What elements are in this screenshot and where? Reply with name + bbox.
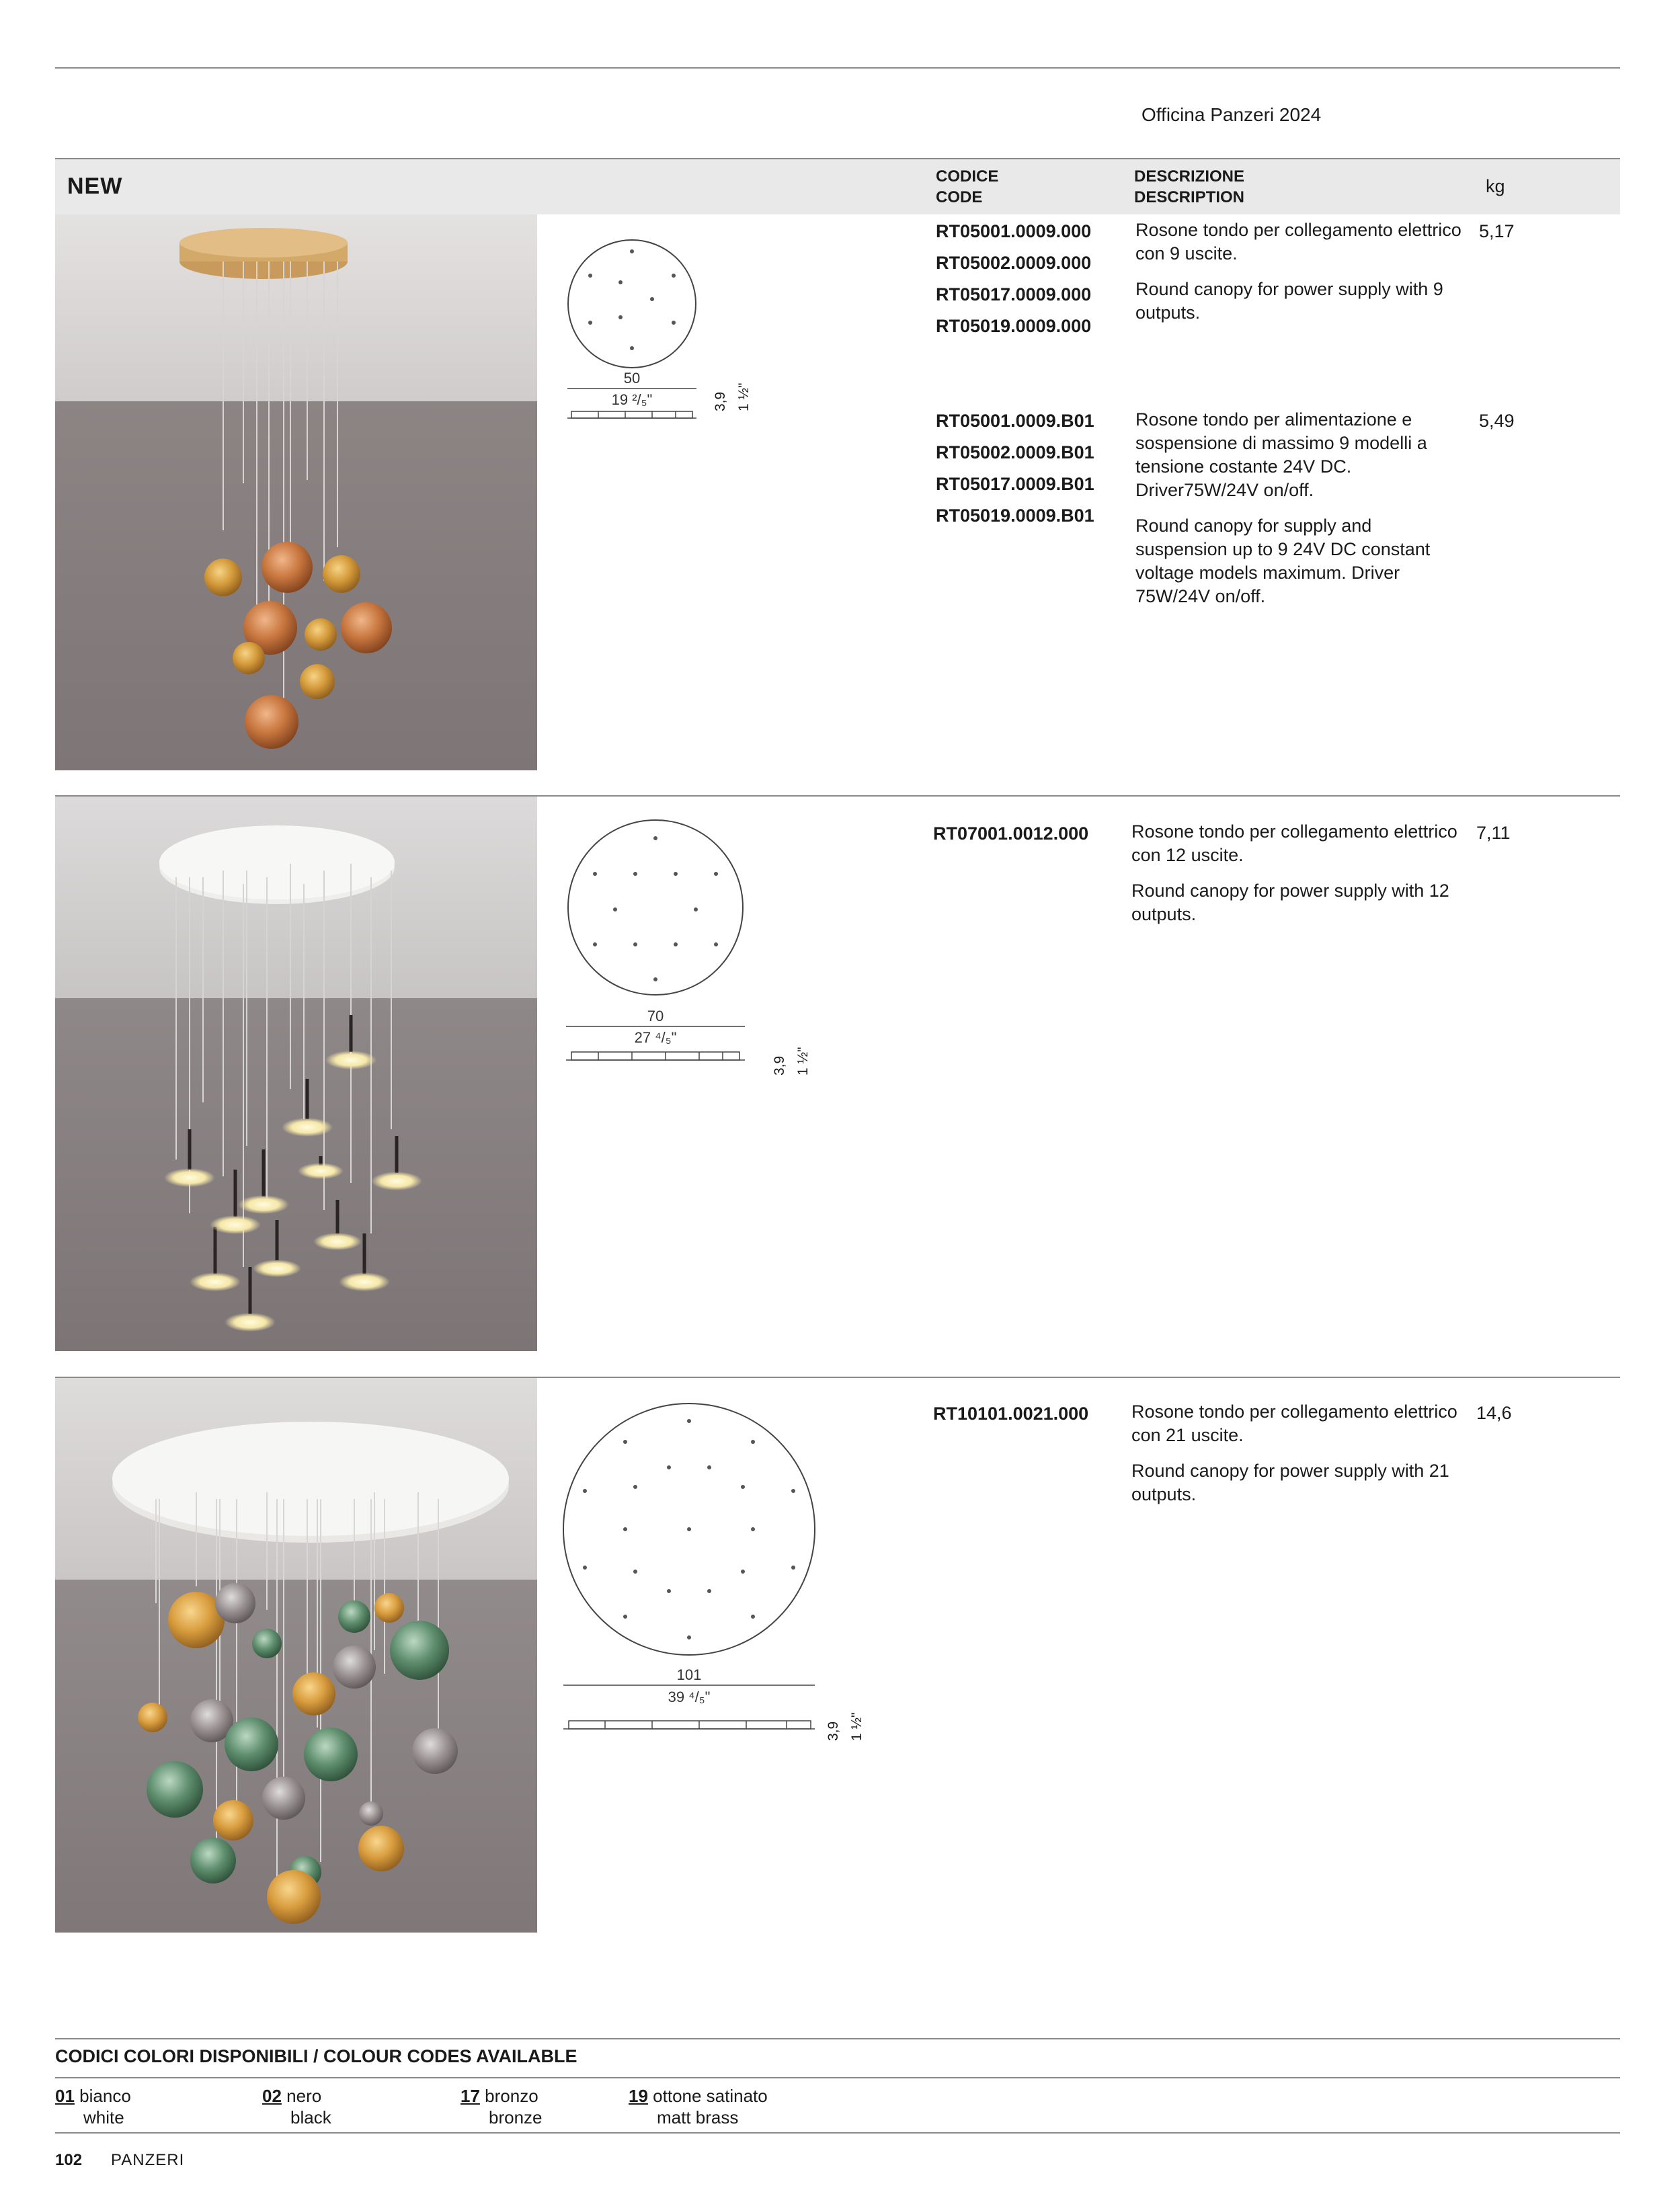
pendant-ring-lights-image <box>55 797 537 1351</box>
product-codes-3 <box>933 1398 1088 1430</box>
brand-name: PANZERI <box>111 2151 185 2169</box>
height-cm-1: 3,9 <box>713 391 728 411</box>
product-code: RT05002.0009.000 <box>936 253 1092 273</box>
diameter-in-3: 39 ⁴/₅" <box>668 1689 711 1705</box>
desc-header-it: DESCRIZIONE <box>1134 167 1245 186</box>
product-code: RT05019.0009.000 <box>936 316 1092 336</box>
colour-code-01 <box>55 2085 131 2128</box>
product-code: RT05017.0009.000 <box>936 284 1092 305</box>
catalog-title: Officina Panzeri 2024 <box>1142 104 1322 125</box>
product-description-1b <box>1135 408 1451 620</box>
code-header-it: CODICE <box>936 167 999 186</box>
product-code: RT05019.0009.B01 <box>936 505 1094 526</box>
diameter-cm-1: 50 <box>623 370 641 387</box>
description-en: Round canopy for supply and suspension up to 9 24V DC constant voltage models maximum. Driver 75W/24V on/off. <box>1135 516 1431 606</box>
product-codes-2 <box>933 818 1088 850</box>
canopy-profile-3 <box>558 1714 827 1734</box>
product-code: RT05002.0009.B01 <box>936 442 1094 462</box>
description-it: Rosone tondo per alimentazione e sospensione di massimo 9 modelli a tensione costante 24V DC. Driver75W/24V on/off. <box>1135 409 1427 500</box>
height-in-2: 1 ½" <box>795 1047 811 1076</box>
colour-code-number: 01 <box>55 2086 75 2106</box>
diameter-in-1: 19 ²/₅" <box>611 391 653 408</box>
description-it: Rosone tondo per collegamento elettrico con 21 uscite. <box>1131 1402 1457 1445</box>
colour-codes-title: CODICI COLORI DISPONIBILI / COLOUR CODES AVAILABLE <box>55 2046 577 2066</box>
diameter-cm-3: 101 <box>676 1666 702 1683</box>
weight-column-header: kg <box>1486 176 1505 196</box>
description-column-header <box>1134 166 1244 208</box>
height-in-1: 1 ½" <box>736 382 752 411</box>
description-en: Round canopy for power supply with 21 outputs. <box>1131 1461 1449 1504</box>
weight-2: 7,11 <box>1476 823 1511 843</box>
description-it: Rosone tondo per collegamento elettrico con 12 uscite. <box>1131 821 1457 865</box>
product-codes-1a <box>936 216 1091 342</box>
code-header-en: CODE <box>936 188 983 206</box>
product-description-1a <box>1135 218 1472 337</box>
weight-1b: 5,49 <box>1479 411 1515 431</box>
diameter-cm-2: 70 <box>647 1008 664 1024</box>
colour-name-it: bronzo <box>485 2086 538 2106</box>
colour-name-en: black <box>290 2107 331 2127</box>
colour-name-en: matt brass <box>657 2107 739 2127</box>
diameter-in-2: 27 ⁴/₅" <box>634 1029 677 1046</box>
product-photo-2 <box>55 797 537 1351</box>
colour-name-en: white <box>83 2107 124 2127</box>
product-code: RT07001.0012.000 <box>933 823 1089 844</box>
product-photo-3 <box>55 1378 537 1933</box>
product-codes-1b <box>936 405 1094 532</box>
colour-code-number: 02 <box>262 2086 282 2106</box>
canopy-drawing-1 <box>558 235 760 437</box>
pendant-amber-spheres-image <box>55 214 537 770</box>
desc-header-en: DESCRIPTION <box>1134 188 1245 206</box>
colour-code-17 <box>461 2085 543 2128</box>
canopy-drawing-3 <box>558 1398 840 1714</box>
product-code: RT10101.0021.000 <box>933 1404 1089 1424</box>
colour-name-it: bianco <box>79 2086 131 2106</box>
colour-name-en: bronze <box>489 2107 543 2127</box>
colour-name-it: ottone satinato <box>653 2086 768 2106</box>
weight-3: 14,6 <box>1476 1403 1512 1423</box>
colour-code-number: 17 <box>461 2086 480 2106</box>
product-description-2 <box>1131 820 1468 938</box>
description-en: Round canopy for power supply with 9 outputs. <box>1135 279 1443 323</box>
height-cm-3: 3,9 <box>826 1721 841 1741</box>
product-code: RT05001.0009.B01 <box>936 411 1094 431</box>
colour-name-it: nero <box>286 2086 322 2106</box>
colour-codes-mid-rule <box>55 2077 1620 2078</box>
new-label: NEW <box>67 173 123 199</box>
product-code: RT05001.0009.000 <box>936 221 1092 241</box>
weight-1a: 5,17 <box>1479 221 1515 241</box>
colour-code-19 <box>629 2085 768 2128</box>
colour-codes-top-rule <box>55 2038 1620 2039</box>
colour-code-number: 19 <box>629 2086 648 2106</box>
product-code: RT05017.0009.B01 <box>936 474 1094 494</box>
canopy-drawing-2 <box>558 817 773 1072</box>
description-it: Rosone tondo per collegamento elettrico con 9 uscite. <box>1135 220 1462 263</box>
top-rule <box>55 67 1620 69</box>
table-header-bar <box>55 159 1620 214</box>
height-in-3: 1 ½" <box>849 1712 865 1741</box>
height-cm-2: 3,9 <box>772 1055 787 1076</box>
product-description-3 <box>1131 1400 1468 1518</box>
product-photo-1 <box>55 214 537 770</box>
code-column-header <box>936 166 998 208</box>
colour-code-02 <box>262 2085 331 2128</box>
colour-codes-bottom-rule <box>55 2132 1620 2134</box>
page-number: 102 <box>55 2151 83 2169</box>
description-en: Round canopy for power supply with 12 outputs. <box>1131 881 1449 924</box>
pendant-mixed-spheres-image <box>55 1378 537 1933</box>
